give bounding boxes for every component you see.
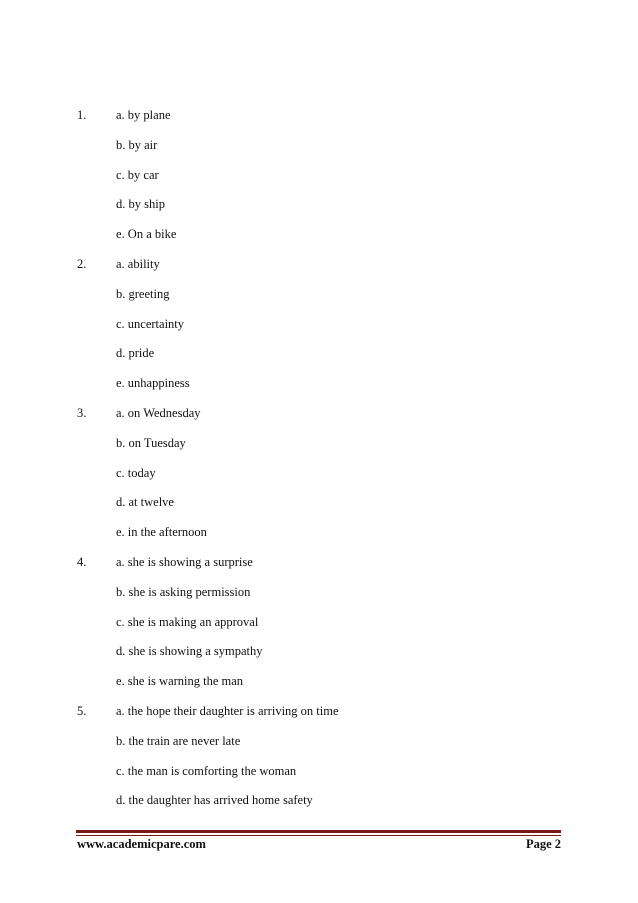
footer-rule-thick: [76, 830, 561, 833]
answer-option: e. in the afternoon: [116, 525, 207, 540]
footer-page-number: Page 2: [525, 837, 561, 851]
option-line: [0, 285, 638, 303]
answer-option: a. ability: [116, 257, 160, 271]
option-line: [0, 344, 638, 362]
option-line: [0, 762, 638, 780]
answer-option: b. by air: [116, 137, 158, 152]
option-line: [0, 195, 638, 213]
option-line: [0, 106, 638, 124]
option-line: [0, 225, 638, 243]
question-number: 4.: [77, 555, 87, 569]
answer-option: a. the hope their daughter is arriving on time: [116, 704, 339, 718]
answer-option: d. she is showing a sympathy: [116, 644, 263, 659]
answer-option: c. today: [116, 465, 156, 480]
answer-option: e. unhappiness: [116, 376, 190, 391]
option-line: [0, 613, 638, 631]
answer-option: c. by car: [116, 167, 159, 182]
option-line: [0, 255, 638, 273]
option-line: [0, 434, 638, 452]
option-line: [0, 642, 638, 660]
question-number: 1.: [77, 108, 87, 122]
option-line: [0, 791, 638, 809]
answer-option: d. by ship: [116, 197, 165, 212]
answer-option: c. uncertainty: [116, 316, 185, 331]
answer-option: d. the daughter has arrived home safety: [116, 793, 313, 808]
answer-option: d. at twelve: [116, 495, 174, 510]
option-line: [0, 315, 638, 333]
option-line: [0, 553, 638, 571]
answer-option: b. she is asking permission: [116, 584, 251, 599]
question-number: 2.: [77, 257, 87, 271]
option-line: [0, 672, 638, 690]
option-line: [0, 464, 638, 482]
answer-option: b. greeting: [116, 286, 170, 301]
option-line: [0, 374, 638, 392]
option-line: [0, 523, 638, 541]
question-number: 5.: [77, 704, 87, 718]
option-line: [0, 166, 638, 184]
footer-website: www.academicpare.com: [77, 837, 206, 851]
answer-option: b. on Tuesday: [116, 435, 186, 450]
answer-option: c. the man is comforting the woman: [116, 763, 297, 778]
answer-option: a. she is showing a surprise: [116, 555, 253, 569]
answer-option: e. she is warning the man: [116, 674, 244, 689]
answer-option: c. she is making an approval: [116, 614, 259, 629]
option-line: [0, 136, 638, 154]
question-number: 3.: [77, 406, 87, 420]
answer-option: a. on Wednesday: [116, 406, 201, 420]
answer-option: e. On a bike: [116, 227, 177, 242]
option-line: [0, 583, 638, 601]
answer-option: b. the train are never late: [116, 733, 241, 748]
answer-option: a. by plane: [116, 108, 171, 122]
option-line: [0, 702, 638, 720]
option-line: [0, 493, 638, 511]
answer-option: d. pride: [116, 346, 155, 361]
option-line: [0, 732, 638, 750]
option-line: [0, 404, 638, 422]
